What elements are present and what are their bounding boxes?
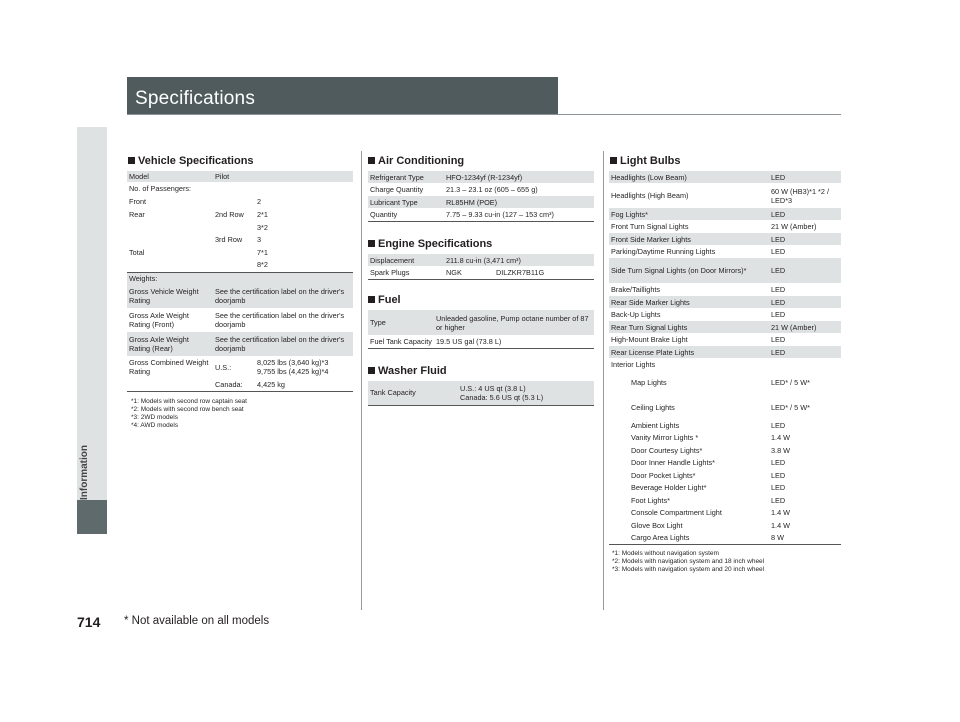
- table-row: 3*2: [257, 222, 268, 232]
- table-row: Door Inner Handle Lights* LED: [631, 458, 786, 468]
- light-bulbs-footnotes: *1: Models without navigation system *2: Models with navigation system and 18 inch wheel *3: Models with navigation system and 20 inch wheel: [612, 550, 765, 573]
- column-divider-1: [361, 151, 362, 610]
- table-row: [127, 171, 353, 182]
- table-row: Glove Box Light 1.4 W: [631, 520, 791, 530]
- table-row: Displacement 211.8 cu-in (3,471 cm³): [368, 254, 594, 266]
- air-conditioning-heading: Air Conditioning: [368, 155, 464, 167]
- table-row: Brake/Taillights LED: [611, 285, 786, 294]
- washer-fluid-table: [368, 381, 594, 406]
- vehicle-footnotes: *1: Models with second row captain seat *2: Models with second row bench seat *3: 2WD models *4: AWD models: [131, 398, 247, 429]
- weights-label: Weights:: [127, 272, 353, 284]
- table-row: Fog Lights* LED: [609, 208, 841, 220]
- table-row: Console Compartment Light 1.4 W: [631, 508, 791, 518]
- engine-specs-table: [368, 254, 594, 280]
- table-row: Charge Quantity 21.3 – 23.1 oz (605 – 655 g): [370, 185, 538, 194]
- table-row: Vanity Mirror Lights * 1.4 W: [631, 433, 791, 443]
- table-row: Side Turn Signal Lights (on Door Mirrors)* LED: [609, 258, 841, 283]
- page-title: Specifications: [135, 88, 256, 109]
- table-row: Parking/Daytime Running Lights LED: [611, 247, 786, 256]
- table-row: Headlights (Low Beam) LED: [609, 171, 841, 183]
- table-row: High-Mount Brake Light LED: [611, 335, 786, 344]
- washer-fluid-heading: Washer Fluid: [368, 365, 447, 377]
- table-row: Refrigerant Type HFO-1234yf (R-1234yf): [368, 171, 594, 183]
- fuel-heading: Fuel: [368, 294, 401, 306]
- table-row: Rear License Plate Lights LED: [609, 346, 841, 358]
- table-row: Quantity 7.75 – 9.33 cu-in (127 – 153 cm³): [368, 208, 594, 221]
- table-row: Lubricant Type RL85HM (POE): [368, 196, 594, 208]
- light-bulbs-heading: Light Bulbs: [610, 155, 681, 167]
- table-row: Rear Side Marker Lights LED: [609, 296, 841, 308]
- table-row: Total 7*1: [129, 247, 268, 257]
- air-conditioning-table: [368, 171, 594, 222]
- table-row: Gross Vehicle Weight Rating See the certification label on the driver's doorjamb: [127, 284, 353, 308]
- fuel-table: [368, 310, 594, 349]
- column-divider-2: [603, 151, 604, 610]
- table-row: Back-Up Lights LED: [611, 310, 786, 319]
- table-row: Front Turn Signal Lights 21 W (Amber): [611, 222, 817, 231]
- table-row: Beverage Holder Light* LED: [631, 483, 786, 493]
- interior-lights-label: Interior Lights: [611, 359, 656, 369]
- table-row: Map Lights LED* / 5 W*: [631, 378, 810, 387]
- table-row: Front 2: [129, 196, 262, 206]
- title-rule: [127, 114, 841, 115]
- side-label: Information: [79, 445, 90, 500]
- table-row: [609, 358, 841, 370]
- table-row: [127, 272, 353, 284]
- table-head-cell: Model: [127, 171, 213, 182]
- table-row: Ceiling Lights LED* / 5 W*: [631, 402, 810, 412]
- table-row: Gross Axle Weight Rating (Front) See the certification label on the driver's doorjamb: [129, 311, 345, 329]
- table-row: Fuel Tank Capacity 19.5 US gal (73.8 L): [368, 335, 594, 348]
- table-row: Spark Plugs NGK DILZKR7B11G: [368, 266, 594, 279]
- engine-specs-heading: Engine Specifications: [368, 238, 492, 250]
- table-row: Rear Turn Signal Lights 21 W (Amber): [609, 321, 841, 333]
- table-row: Ambient Lights LED: [631, 420, 786, 430]
- vehicle-specs-table: [127, 171, 353, 392]
- table-row: No. of Passengers:: [129, 183, 192, 193]
- table-row: Type Unleaded gasoline, Pump octane number of 87 or higher: [368, 310, 594, 335]
- table-row: Front Side Marker Lights LED: [609, 233, 841, 245]
- table-row: Cargo Area Lights 8 W: [609, 532, 841, 545]
- table-row: 8*2: [257, 260, 268, 270]
- table-row: Tank Capacity U.S.: 4 US qt (3.8 L) Canada: 5.6 US qt (5.3 L): [368, 381, 594, 405]
- table-row: Rear 2nd Row 2*1: [129, 210, 268, 219]
- table-head-cell: Pilot: [213, 171, 353, 182]
- table-row: Gross Combined Weight Rating U.S.: 8,025 lbs (3,640 kg)*3 9,755 lbs (4,425 kg)*4: [129, 358, 329, 376]
- table-row: Door Courtesy Lights* 3.8 W: [631, 445, 791, 455]
- table-row: Door Pocket Lights* LED: [631, 470, 786, 480]
- table-row: Headlights (High Beam) 60 W (HB3)*1 *2 / LED*3: [611, 186, 829, 205]
- side-tab: [77, 500, 107, 534]
- footer-note: * Not available on all models: [124, 615, 270, 627]
- table-row: Canada: 4,425 kg: [127, 378, 353, 391]
- light-bulbs-table: [609, 171, 841, 545]
- table-row: Foot Lights* LED: [631, 495, 786, 505]
- vehicle-specs-heading: Vehicle Specifications: [128, 155, 254, 167]
- table-row: 3rd Row 3: [215, 235, 262, 244]
- table-row: Gross Axle Weight Rating (Rear) See the certification label on the driver's doorjamb: [127, 332, 353, 356]
- page-title-bar: [127, 77, 558, 115]
- page-number: 714: [77, 614, 101, 630]
